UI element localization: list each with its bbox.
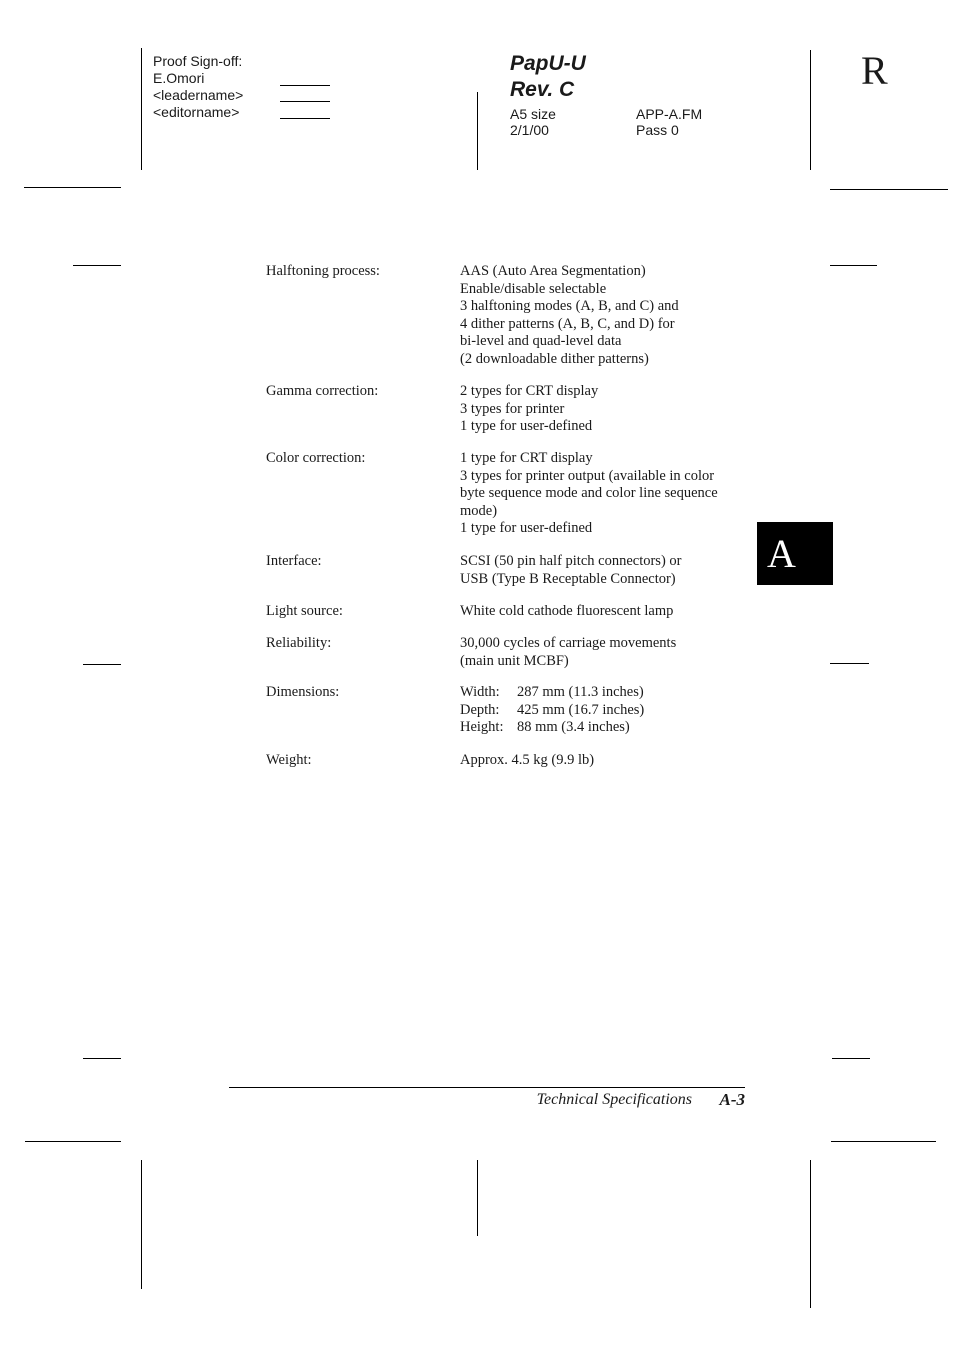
spec-label-weight: Weight: bbox=[266, 752, 312, 768]
product-header bbox=[510, 51, 586, 103]
crop-mark bbox=[477, 1160, 478, 1236]
spec-line: 3 types for printer bbox=[460, 400, 565, 417]
spec-line: 3 types for printer output (available in color bbox=[460, 467, 715, 484]
spec-line: bi-level and quad-level data bbox=[460, 333, 622, 350]
proof-name: <leadername> bbox=[153, 87, 244, 103]
crop-mark bbox=[830, 189, 948, 190]
spec-value-reliability bbox=[460, 635, 676, 670]
spec-line: AAS (Auto Area Segmentation) bbox=[460, 263, 646, 279]
dimension-value: 88 mm (3.4 inches) bbox=[517, 719, 630, 736]
crop-mark bbox=[73, 265, 121, 266]
crop-mark bbox=[477, 92, 478, 170]
file-name: APP-A.FM bbox=[636, 106, 703, 122]
product-revision: Rev. C bbox=[510, 78, 575, 101]
spec-value-interface bbox=[460, 553, 682, 588]
section-tab: A bbox=[757, 522, 833, 585]
spec-line: 2 types for CRT display bbox=[460, 383, 599, 399]
spec-line: 4 dither patterns (A, B, C, and D) for bbox=[460, 315, 675, 332]
spec-label-color-correction: Color correction: bbox=[266, 450, 366, 466]
crop-mark bbox=[83, 664, 121, 665]
corner-mark: R bbox=[861, 48, 888, 93]
spec-line: (2 downloadable dither patterns) bbox=[460, 350, 649, 367]
spec-line: USB (Type B Receptable Connector) bbox=[460, 570, 676, 587]
proof-date: 2/1/00 bbox=[510, 122, 549, 138]
crop-mark bbox=[831, 1141, 936, 1142]
spec-line: 1 type for user-defined bbox=[460, 418, 593, 435]
spec-line: (main unit MCBF) bbox=[460, 652, 569, 669]
dimension-name: Depth: bbox=[460, 701, 500, 718]
dimension-name: Width: bbox=[460, 684, 500, 700]
crop-mark bbox=[25, 1141, 121, 1142]
spec-label-interface: Interface: bbox=[266, 553, 322, 569]
crop-mark bbox=[830, 265, 877, 266]
spec-value-dimensions bbox=[460, 684, 644, 737]
spec-line: Enable/disable selectable bbox=[460, 280, 607, 297]
spec-line: 3 halftoning modes (A, B, and C) and bbox=[460, 298, 679, 315]
spec-label-light-source: Light source: bbox=[266, 603, 343, 619]
spec-value-halftoning bbox=[460, 263, 679, 369]
spec-value-weight: Approx. 4.5 kg (9.9 lb) bbox=[460, 752, 595, 768]
spec-line: SCSI (50 pin half pitch connectors) or bbox=[460, 553, 682, 569]
crop-mark bbox=[83, 1058, 121, 1059]
spec-label-halftoning: Halftoning process: bbox=[266, 263, 380, 279]
signature-blank bbox=[280, 85, 330, 86]
spec-value-light-source bbox=[460, 603, 673, 621]
page-number: A-3 bbox=[719, 1090, 745, 1109]
crop-mark bbox=[141, 1160, 142, 1289]
spec-line: White cold cathode fluorescent lamp bbox=[460, 603, 674, 619]
proof-name: <editorname> bbox=[153, 104, 240, 120]
dimension-value: 425 mm (16.7 inches) bbox=[517, 701, 645, 718]
product-name: PapU-U bbox=[510, 52, 586, 75]
proof-signoff-label: Proof Sign-off: bbox=[153, 53, 243, 69]
proof-pass: Pass 0 bbox=[636, 122, 679, 138]
dimension-name: Height: bbox=[460, 719, 504, 736]
dimension-row bbox=[460, 702, 644, 720]
crop-mark bbox=[141, 48, 142, 170]
dimension-row bbox=[460, 684, 644, 702]
spec-line: 1 type for CRT display bbox=[460, 450, 593, 466]
footer-title: Technical Specifications bbox=[536, 1091, 692, 1108]
page-size: A5 size bbox=[510, 106, 556, 122]
signature-blank bbox=[280, 118, 330, 119]
spec-label-dimensions: Dimensions: bbox=[266, 684, 340, 700]
proof-signoff bbox=[153, 53, 243, 121]
crop-mark bbox=[810, 1160, 811, 1308]
spec-value-gamma bbox=[460, 383, 598, 436]
crop-mark bbox=[24, 187, 121, 188]
spec-line: byte sequence mode and color line sequence bbox=[460, 485, 718, 502]
spec-line: 30,000 cycles of carriage movements bbox=[460, 635, 677, 651]
spec-label-reliability: Reliability: bbox=[266, 635, 332, 651]
signature-blank bbox=[280, 101, 330, 102]
dimension-value: 287 mm (11.3 inches) bbox=[517, 684, 644, 700]
spec-line: 1 type for user-defined bbox=[460, 520, 593, 537]
crop-mark bbox=[832, 1058, 870, 1059]
footer-rule bbox=[229, 1087, 745, 1088]
proof-name: E.Omori bbox=[153, 70, 205, 86]
dimension-row bbox=[460, 719, 644, 737]
spec-label-gamma: Gamma correction: bbox=[266, 383, 379, 399]
spec-line: mode) bbox=[460, 502, 498, 519]
crop-mark bbox=[830, 663, 869, 664]
crop-mark bbox=[810, 50, 811, 170]
spec-value-color-correction bbox=[460, 450, 718, 538]
